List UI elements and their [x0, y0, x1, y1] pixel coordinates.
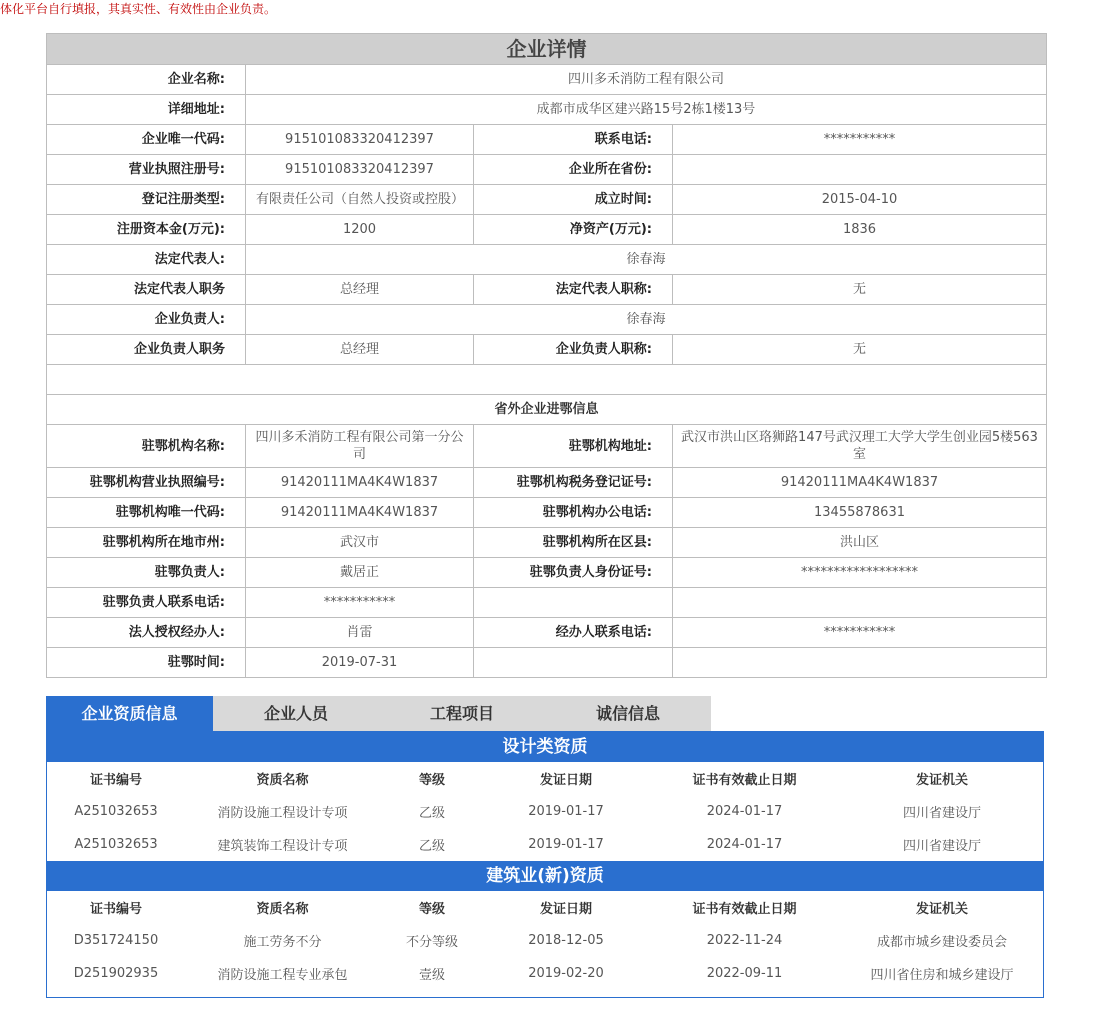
org-phone-label: 驻鄂机构办公电话:	[474, 498, 673, 528]
org-name-value: 四川多禾消防工程有限公司第一分公司	[246, 425, 474, 468]
org-license-value: 91420111MA4K4W1837	[246, 468, 474, 498]
info-tabs	[46, 696, 711, 731]
expiry-date: 2024-01-17	[706, 837, 783, 852]
head-id-label: 驻鄂负责人身份证号:	[474, 558, 673, 588]
legal-rep-label: 法定代表人:	[47, 245, 246, 275]
org-license-label: 驻鄂机构营业执照编号:	[47, 468, 246, 498]
issue-date: 2018-12-05	[528, 933, 604, 948]
reg-type-label: 登记注册类型:	[47, 185, 246, 215]
founded-label: 成立时间:	[474, 185, 673, 215]
cert-no: A251032653	[74, 804, 158, 819]
col-issuer: 发证机关	[915, 773, 968, 788]
construction-qualification-table	[47, 891, 1043, 990]
table-row	[47, 795, 1043, 828]
principal-title-label: 企业负责人职称:	[474, 335, 673, 365]
branch-section-title: 省外企业进鄂信息	[47, 395, 1047, 425]
legal-rep-title-label: 法定代表人职称:	[474, 275, 673, 305]
credit-code-value: 915101083320412397	[246, 125, 474, 155]
grade: 不分等级	[405, 935, 458, 950]
col-issuer: 发证机关	[915, 902, 968, 917]
grade: 壹级	[418, 968, 445, 983]
principal-title-value: 无	[673, 335, 1047, 365]
empty-cell	[474, 588, 673, 618]
org-address-label: 驻鄂机构地址:	[474, 425, 673, 468]
grade: 乙级	[418, 839, 445, 854]
reg-type-value: 有限责任公司（自然人投资或控股）	[246, 185, 474, 215]
legal-rep-value: 徐春海	[246, 245, 1047, 275]
entry-date-label: 驻鄂时间:	[47, 648, 246, 678]
legal-rep-title-value: 无	[673, 275, 1047, 305]
qual-name: 消防设施工程设计专项	[217, 806, 348, 821]
phone-value: ***********	[673, 125, 1047, 155]
expiry-date: 2024-01-17	[706, 804, 783, 819]
cert-no: D351724150	[73, 933, 159, 948]
address-value: 成都市成华区建兴路15号2栋1楼13号	[246, 95, 1047, 125]
table-row	[47, 924, 1043, 957]
empty-cell	[673, 648, 1047, 678]
issuer: 四川省建设厅	[902, 806, 981, 821]
col-grade: 等级	[418, 902, 445, 917]
head-label: 驻鄂负责人:	[47, 558, 246, 588]
tab-personnel[interactable]: 企业人员	[213, 696, 379, 731]
founded-value: 2015-04-10	[673, 185, 1047, 215]
design-qualification-header: 设计类资质	[47, 732, 1043, 762]
province-label: 企业所在省份:	[474, 155, 673, 185]
company-detail-table	[46, 33, 1047, 678]
qual-name: 施工劳务不分	[243, 935, 322, 950]
org-city-label: 驻鄂机构所在地市州:	[47, 528, 246, 558]
principal-value: 徐春海	[246, 305, 1047, 335]
org-code-label: 驻鄂机构唯一代码:	[47, 498, 246, 528]
col-qual-name: 资质名称	[256, 902, 309, 917]
issuer: 成都市城乡建设委员会	[876, 935, 1007, 950]
tab-qualifications[interactable]: 企业资质信息	[46, 696, 213, 731]
org-tax-label: 驻鄂机构税务登记证号:	[474, 468, 673, 498]
col-cert-no: 证书编号	[89, 902, 142, 917]
principal-post-label: 企业负责人职务	[47, 335, 246, 365]
agent-phone-value: ***********	[673, 618, 1047, 648]
col-issue-date: 发证日期	[539, 902, 592, 917]
col-grade: 等级	[418, 773, 445, 788]
grade: 乙级	[418, 806, 445, 821]
qual-name: 消防设施工程专业承包	[217, 968, 348, 983]
expiry-date: 2022-09-11	[706, 966, 783, 981]
org-name-label: 驻鄂机构名称:	[47, 425, 246, 468]
principal-label: 企业负责人:	[47, 305, 246, 335]
issuer: 四川省建设厅	[902, 839, 981, 854]
org-phone-value: 13455878631	[673, 498, 1047, 528]
capital-value: 1200	[246, 215, 474, 245]
net-assets-label: 净资产(万元):	[474, 215, 673, 245]
phone-label: 联系电话:	[474, 125, 673, 155]
issuer: 四川省住房和城乡建设厅	[870, 968, 1014, 983]
agent-value: 肖雷	[246, 618, 474, 648]
tab-projects[interactable]: 工程项目	[379, 696, 545, 731]
cert-no: D251902935	[73, 966, 159, 981]
org-city-value: 武汉市	[246, 528, 474, 558]
col-issue-date: 发证日期	[539, 773, 592, 788]
expiry-date: 2022-11-24	[706, 933, 783, 948]
issue-date: 2019-02-20	[528, 966, 604, 981]
empty-row	[47, 365, 1047, 395]
province-value	[673, 155, 1047, 185]
agent-label: 法人授权经办人:	[47, 618, 246, 648]
legal-rep-post-label: 法定代表人职务	[47, 275, 246, 305]
col-expiry-date: 证书有效截止日期	[692, 773, 797, 788]
address-label: 详细地址:	[47, 95, 246, 125]
net-assets-value: 1836	[673, 215, 1047, 245]
license-no-label: 营业执照注册号:	[47, 155, 246, 185]
empty-cell	[673, 588, 1047, 618]
head-phone-label: 驻鄂负责人联系电话:	[47, 588, 246, 618]
disclaimer-notice: 体化平台自行填报，其真实性、有效性由企业负责。	[0, 2, 277, 16]
construction-qualification-header: 建筑业(新)资质	[47, 861, 1043, 891]
table-row	[47, 828, 1043, 861]
tab-credit[interactable]: 诚信信息	[545, 696, 711, 731]
capital-label: 注册资本金(万元):	[47, 215, 246, 245]
design-qualification-table	[47, 762, 1043, 861]
qualification-panel	[46, 731, 1044, 998]
org-address-value: 武汉市洪山区珞狮路147号武汉理工大学大学生创业园5楼563室	[673, 425, 1047, 468]
col-qual-name: 资质名称	[256, 773, 309, 788]
head-value: 戴居正	[246, 558, 474, 588]
license-no-value: 915101083320412397	[246, 155, 474, 185]
principal-post-value: 总经理	[246, 335, 474, 365]
empty-cell	[474, 648, 673, 678]
col-cert-no: 证书编号	[89, 773, 142, 788]
credit-code-label: 企业唯一代码:	[47, 125, 246, 155]
org-district-value: 洪山区	[673, 528, 1047, 558]
issue-date: 2019-01-17	[528, 804, 604, 819]
company-name-label: 企业名称:	[47, 65, 246, 95]
head-id-value: ******************	[673, 558, 1047, 588]
org-district-label: 驻鄂机构所在区县:	[474, 528, 673, 558]
table-row	[47, 957, 1043, 990]
col-expiry-date: 证书有效截止日期	[692, 902, 797, 917]
qual-name: 建筑装饰工程设计专项	[217, 839, 348, 854]
head-phone-value: ***********	[246, 588, 474, 618]
org-code-value: 91420111MA4K4W1837	[246, 498, 474, 528]
detail-title: 企业详情	[47, 34, 1047, 65]
agent-phone-label: 经办人联系电话:	[474, 618, 673, 648]
company-name-value: 四川多禾消防工程有限公司	[246, 65, 1047, 95]
cert-no: A251032653	[74, 837, 158, 852]
legal-rep-post-value: 总经理	[246, 275, 474, 305]
entry-date-value: 2019-07-31	[246, 648, 474, 678]
issue-date: 2019-01-17	[528, 837, 604, 852]
org-tax-value: 91420111MA4K4W1837	[673, 468, 1047, 498]
